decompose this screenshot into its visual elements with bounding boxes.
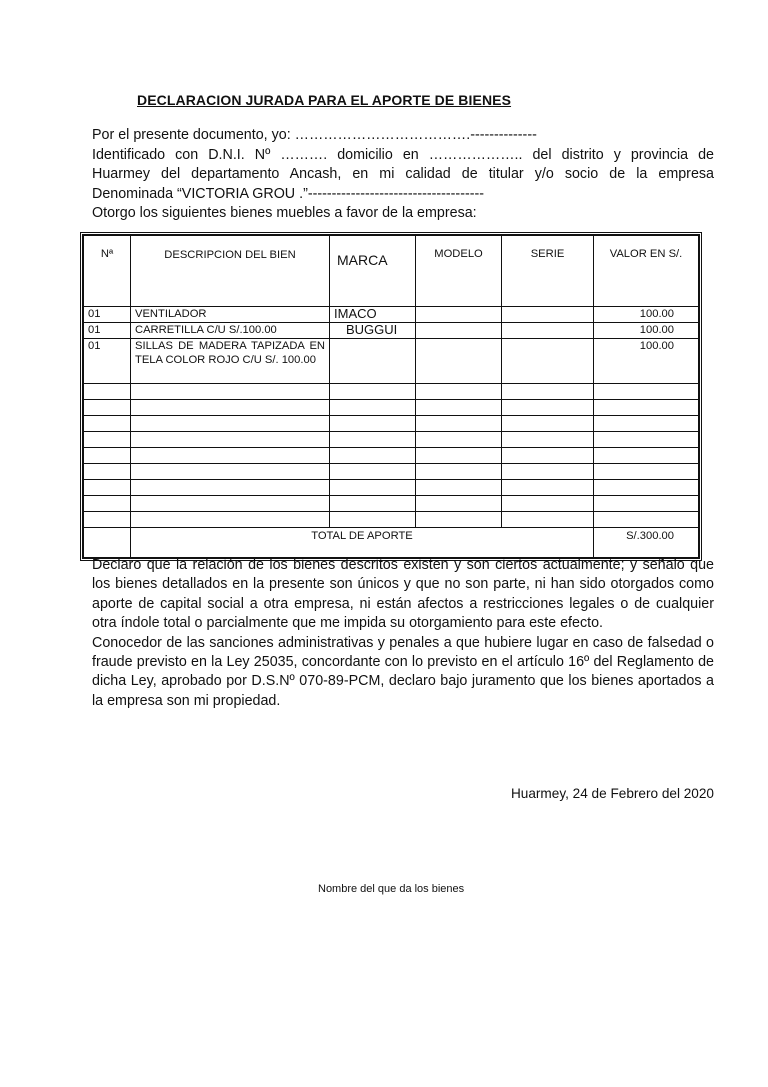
intro-line-dni: Identificado con D.N.I. Nº ………. domicilio en ……………….. del distrito y provincia de (92, 146, 714, 163)
sanctions-paragraph: Conocedor de las sanciones administrativas y penales a que hubiere lugar en caso de falsedad o fraude previsto en la Ley 25035, concordante con lo previsto en el artículo 16º del Reglamento de dicha Ley, aprobado por D.S.Nº 070-89-PCM, declaro bajo juramento que los bienes aportados a la empresa son mi propiedad. (92, 634, 714, 709)
empty-row (84, 400, 699, 416)
empty-row (84, 448, 699, 464)
table-row (84, 323, 699, 339)
cell-value: 100.00 (594, 339, 699, 384)
total-value: S/.300.00 (594, 528, 699, 558)
intro-section (92, 126, 714, 224)
cell-description: CARRETILLA C/U S/.100.00 (131, 323, 330, 339)
cell-model (416, 339, 502, 384)
cell-num: 01 (84, 323, 131, 339)
empty-row (84, 432, 699, 448)
cell-description: SILLAS DE MADERA TAPIZADA EN TELA COLOR ROJO C/U S/. 100.00 (131, 339, 330, 384)
cell-model (416, 307, 502, 323)
document-title: DECLARACION JURADA PARA EL APORTE DE BIENES (137, 92, 512, 108)
cell-brand (330, 339, 416, 384)
signature-label: Nombre del que da los bienes (318, 883, 465, 895)
total-empty-cell (84, 528, 131, 558)
empty-row (84, 384, 699, 400)
intro-line-location: Huarmey del departamento Ancash, en mi calidad de titular y/o socio de la empresa (92, 166, 714, 183)
empty-row (84, 464, 699, 480)
declaration-body (92, 556, 714, 711)
total-row (84, 528, 699, 558)
header-value: VALOR EN S/. (594, 236, 699, 307)
total-label: TOTAL DE APORTE (131, 528, 594, 558)
place-date: Huarmey, 24 de Febrero del 2020 (510, 786, 714, 801)
table-row (84, 339, 699, 384)
cell-value: 100.00 (594, 323, 699, 339)
empty-row (84, 480, 699, 496)
table-row (84, 307, 699, 323)
cell-brand: IMACO (330, 307, 416, 323)
cell-serial (502, 307, 594, 323)
goods-table-frame (80, 232, 702, 561)
goods-table (83, 235, 699, 558)
cell-num: 01 (84, 307, 131, 323)
table-header-row (84, 236, 699, 307)
cell-serial (502, 323, 594, 339)
header-description: DESCRIPCION DEL BIEN (131, 236, 330, 307)
declaration-paragraph: Declaro que la relación de los bienes descritos existen y son ciertos actualmente; y señalo que los bienes detallados en la presente son únicos y que no son parte, ni han sido otorgados como aporte de capital social a otra empresa, ni están afectos a restricciones legales o de cualquier otra índole total o parcialmente que me impida su otorgamiento para este efecto. (92, 557, 714, 632)
intro-line-name: Por el presente documento, yo: ……………………………….-------------- (92, 127, 537, 143)
header-serial: SERIE (502, 236, 594, 307)
cell-brand: BUGGUI (330, 323, 416, 339)
intro-line-grant: Otorgo los siguientes bienes muebles a favor de la empresa: (92, 205, 477, 222)
header-num: Nª (84, 236, 131, 307)
empty-row (84, 512, 699, 528)
empty-row (84, 496, 699, 512)
cell-model (416, 323, 502, 339)
cell-description: VENTILADOR (131, 307, 330, 323)
header-model: MODELO (416, 236, 502, 307)
intro-line-company: Denominada “VICTORIA GROU .”------------------------------------- (92, 185, 484, 202)
header-brand: MARCA (330, 236, 416, 307)
cell-value: 100.00 (594, 307, 699, 323)
cell-serial (502, 339, 594, 384)
empty-row (84, 416, 699, 432)
cell-num: 01 (84, 339, 131, 384)
